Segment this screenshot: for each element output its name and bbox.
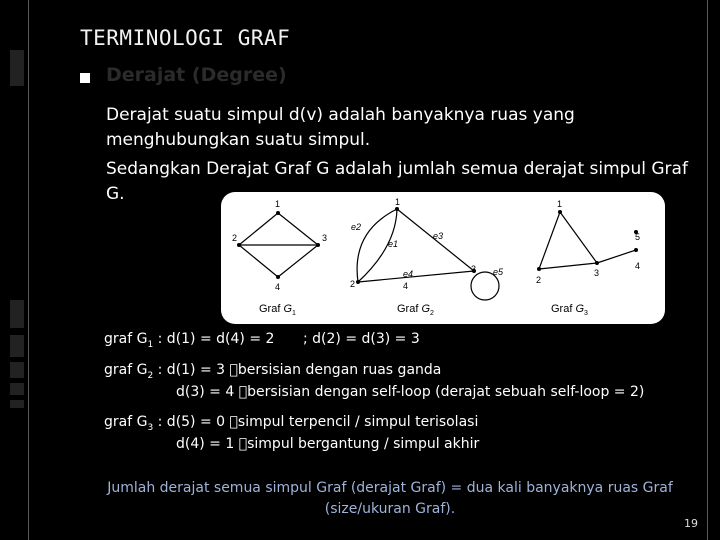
graph-diagram (221, 192, 665, 324)
g2-degree-note-line2: d(3) = 4  bersisian dengan self-loop (derajat sebuah self-loop = 2) (176, 384, 645, 400)
summary-note: Jumlah derajat semua simpul Graf (derajat Graf) = dua kali banyaknya ruas Graf (size/ukuran Graf). (107, 480, 673, 517)
g1-node-label: 4 (275, 282, 281, 292)
g2-node-label: 3 (471, 264, 477, 274)
graph-g2 (357, 209, 499, 300)
graph-g1 (239, 213, 318, 277)
g2-edge-label: e3 (433, 231, 444, 241)
g1-node-label: 3 (322, 233, 328, 243)
g2-edge-label: e2 (351, 222, 362, 232)
g2-edge-label: e5 (493, 267, 504, 277)
g2-degree-note: graf $G_2$ : d(1) = 3  bersisian dengan ruas ganda (104, 362, 442, 381)
side-marker (10, 50, 24, 86)
side-marker (10, 362, 24, 378)
g3-degree-note-line2: d(4) = 1  simpul bergantung / simpul akhir (176, 436, 480, 452)
graph-degree-paragraph: Sedangkan Derajat Graf G adalah jumlah semua derajat simpul Graf G. (106, 159, 688, 204)
g3-node-label: 1 (557, 199, 563, 209)
g3-caption: Graf $G_3$ (551, 303, 588, 317)
side-marker (10, 335, 24, 357)
graph-g3 (539, 212, 636, 269)
g3-node-label: 4 (635, 261, 641, 271)
g2-node-label: 4 (403, 281, 409, 291)
g3-degree-note: graf $G_3$ : d(5) = 0  simpul terpencil / simpul terisolasi (104, 414, 479, 433)
g2-edge-label: e1 (388, 239, 399, 249)
g1-degree-note-b: ; d(2) = d(3) = 3 (303, 331, 420, 347)
g2-caption: Graf $G_2$ (397, 303, 434, 317)
g1-node-label: 2 (232, 233, 238, 243)
g1-degree-note: graf $G_1$ : d(1) = d(4) = 2 (104, 331, 275, 350)
side-marker (10, 300, 24, 328)
g3-node-label: 5 (635, 232, 641, 242)
section-heading: Derajat (Degree) (106, 64, 287, 86)
definition-paragraph: Derajat suatu simpul d(v) adalah banyaknya ruas yang menghubungkan suatu simpul. (106, 105, 575, 150)
g2-node-label: 2 (350, 279, 356, 289)
g2-node-label: 1 (395, 197, 401, 207)
slide-title: TERMINOLOGI GRAF (80, 26, 291, 50)
side-marker (10, 383, 24, 395)
side-marker (10, 400, 24, 408)
graph-diagram-panel (221, 192, 665, 324)
page-number: 19 (684, 517, 698, 530)
g3-node-label: 3 (594, 268, 600, 278)
bullet-icon (80, 73, 90, 83)
g1-node-label: 1 (275, 199, 281, 209)
g3-node-label: 2 (536, 275, 542, 285)
g2-edge-label: e4 (403, 269, 414, 279)
g1-caption: Graf $G_1$ (259, 303, 296, 317)
